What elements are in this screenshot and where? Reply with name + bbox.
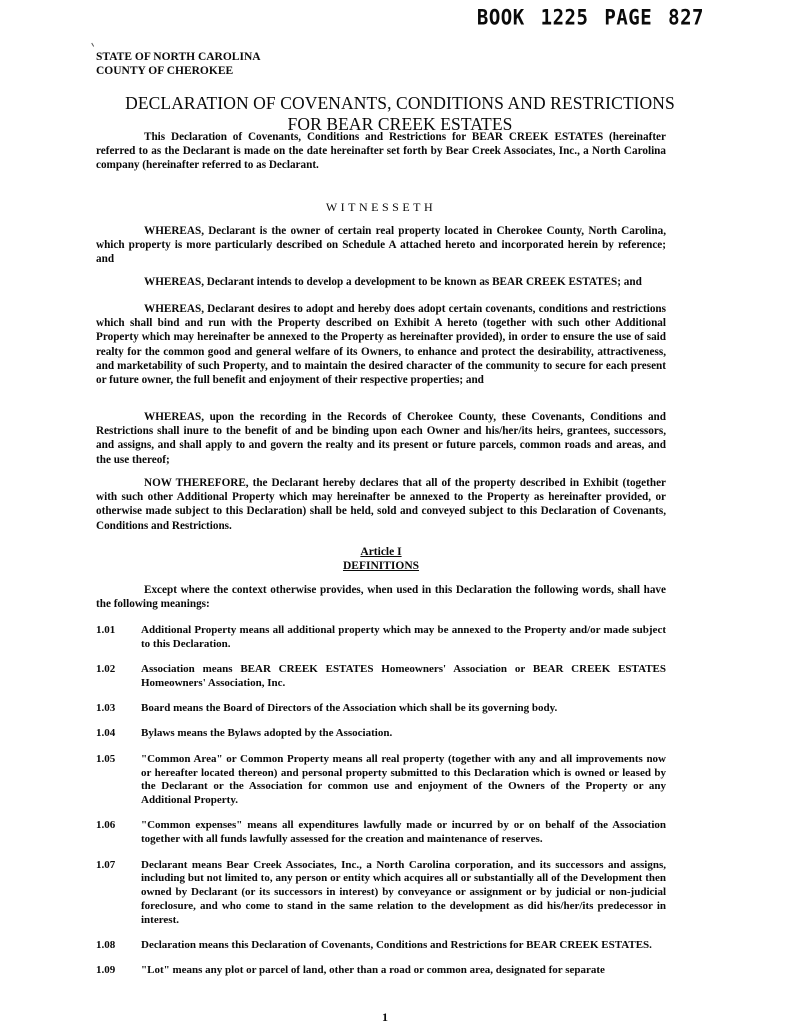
- whereas-paragraph-1: WHEREAS, Declarant is the owner of certain real property located in Cherokee County, North Carolina, which property is more particularly described on Schedule A attached hereto and incorporated herein by reference; and: [96, 225, 666, 266]
- stamp-page-label: PAGE: [604, 5, 653, 31]
- definition-text: Declarant means Bear Creek Associates, Inc., a North Carolina corporation, and its successors and assigns, including but not limited to, any person or entity which acquires all or substantially all of the Development then owned by Declarant (or its successors in interest) by conveyance or assignment or by judicial or non-judicial foreclosure, and who come to stand in the same relation to the development as did his/her/its predecessor in interest.: [141, 858, 666, 926]
- definition-item: [96, 859, 666, 928]
- definition-text: "Common Area" or Common Property means all real property (together with any and all improvements now or hereafter located thereon) and personal property submitted to this Declaration which is owned or leased by the Declarant or the Association for common use and enjoyment of the Owners of the Property or any Additional Property.: [141, 752, 666, 807]
- stamp-book-label: BOOK: [476, 5, 525, 31]
- page-number: 1: [382, 1010, 388, 1024]
- definition-number: 1.09: [96, 964, 116, 977]
- stamp-page-number: 827: [668, 5, 704, 31]
- definition-item: [96, 964, 666, 978]
- definition-number: 1.04: [96, 727, 116, 740]
- definition-number: 1.08: [96, 939, 116, 952]
- title-line-1: DECLARATION OF COVENANTS, CONDITIONS AND RESTRICTIONS: [125, 93, 675, 113]
- definitions-list: [96, 624, 666, 990]
- definition-text: "Lot" means any plot or parcel of land, other than a road or common area, designated for separate: [141, 964, 605, 977]
- definition-item: [96, 939, 666, 953]
- definition-item: [96, 663, 666, 691]
- intro-paragraph: This Declaration of Covenants, Conditions and Restrictions for BEAR CREEK ESTATES (hereinafter referred to as the Declarant is made on the date hereinafter set forth by Bear Creek Associates, Inc., a North Carolina company (hereinafter referred to as Declarant.: [96, 131, 666, 172]
- definition-text: Association means BEAR CREEK ESTATES Homeowners' Association or BEAR CREEK ESTATES Homeowners' Association, Inc.: [141, 663, 666, 689]
- witnesseth-heading: WITNESSETH: [325, 200, 437, 214]
- title-line-2: FOR BEAR CREEK ESTATES: [287, 114, 513, 134]
- document-title: [80, 93, 720, 135]
- now-therefore-paragraph: NOW THEREFORE, the Declarant hereby declares that all of the property described in Exhibit (together with such other Additional Property which may hereinafter be annexed to the Property as hereinafter provided, or otherwise made subject to this Declaration) shall be held, sold and conveyed subject to this Declaration of Covenants, Conditions and Restrictions.: [96, 477, 666, 532]
- definition-text: Board means the Board of Directors of the Association which shall be its governing body.: [141, 702, 558, 715]
- whereas-paragraph-3: WHEREAS, Declarant desires to adopt and hereby does adopt certain covenants, conditions and restrictions which shall bind and run with the Property described on Exhibit A hereto (together with such other Additional Property which may hereinafter be annexed to the Property as hereinafter provided), in order to ensure the use of said realty for the common good and general welfare of its Owners, to enhance and protect the desirability, attractiveness, and marketability of such Property, and to maintain the desired character of the community to secure for each present or future owner, the full benefit and enjoyment of their respective properties; and: [96, 303, 666, 387]
- definition-text: Additional Property means all additional property which may be annexed to the Property and/or made subject to this Declaration.: [141, 624, 666, 650]
- definition-item: [96, 819, 666, 847]
- definition-number: 1.05: [96, 752, 116, 765]
- definition-number: 1.03: [96, 702, 116, 715]
- definition-item: [96, 702, 666, 716]
- definition-number: 1.02: [96, 663, 116, 676]
- definition-number: 1.06: [96, 819, 116, 832]
- whereas-paragraph-4: WHEREAS, upon the recording in the Records of Cherokee County, these Covenants, Conditions and Restrictions shall inure to the benefit of and be binding upon each Owner and his/her/its heirs, grantees, successors, and assigns, and shall apply to and govern the realty and its present or future parcels, common roads and areas, and the use thereof;: [96, 411, 666, 466]
- state-line: STATE OF NORTH CAROLINA: [96, 51, 261, 63]
- definition-text: Bylaws means the Bylaws adopted by the Association.: [141, 727, 393, 740]
- scan-mark: [91, 41, 96, 46]
- article-title: DEFINITIONS: [342, 560, 420, 572]
- article-heading: [96, 545, 666, 573]
- definition-text: "Common expenses" means all expenditures lawfully made or incurred by or on behalf of the Association together with all funds lawfully assessed for the creation and maintenance of reserves.: [141, 819, 666, 846]
- book-page-stamp: [477, 6, 704, 30]
- definitions-intro: Except where the context otherwise provides, when used in this Declaration the following words, shall have the following meanings:: [96, 584, 666, 611]
- definition-text: Declaration means this Declaration of Covenants, Conditions and Restrictions for BEAR CREEK ESTATES.: [141, 939, 652, 952]
- whereas-paragraph-2: WHEREAS, Declarant intends to develop a development to be known as BEAR CREEK ESTATES; and: [144, 276, 642, 288]
- definition-item: [96, 624, 666, 652]
- definition-item: [96, 753, 666, 808]
- definition-number: 1.07: [96, 858, 116, 871]
- stamp-book-number: 1225: [540, 5, 589, 31]
- jurisdiction-header: [96, 50, 261, 78]
- definition-item: [96, 727, 666, 741]
- article-label: Article I: [360, 546, 402, 558]
- county-line: COUNTY OF CHEROKEE: [96, 65, 234, 77]
- definition-number: 1.01: [96, 624, 116, 636]
